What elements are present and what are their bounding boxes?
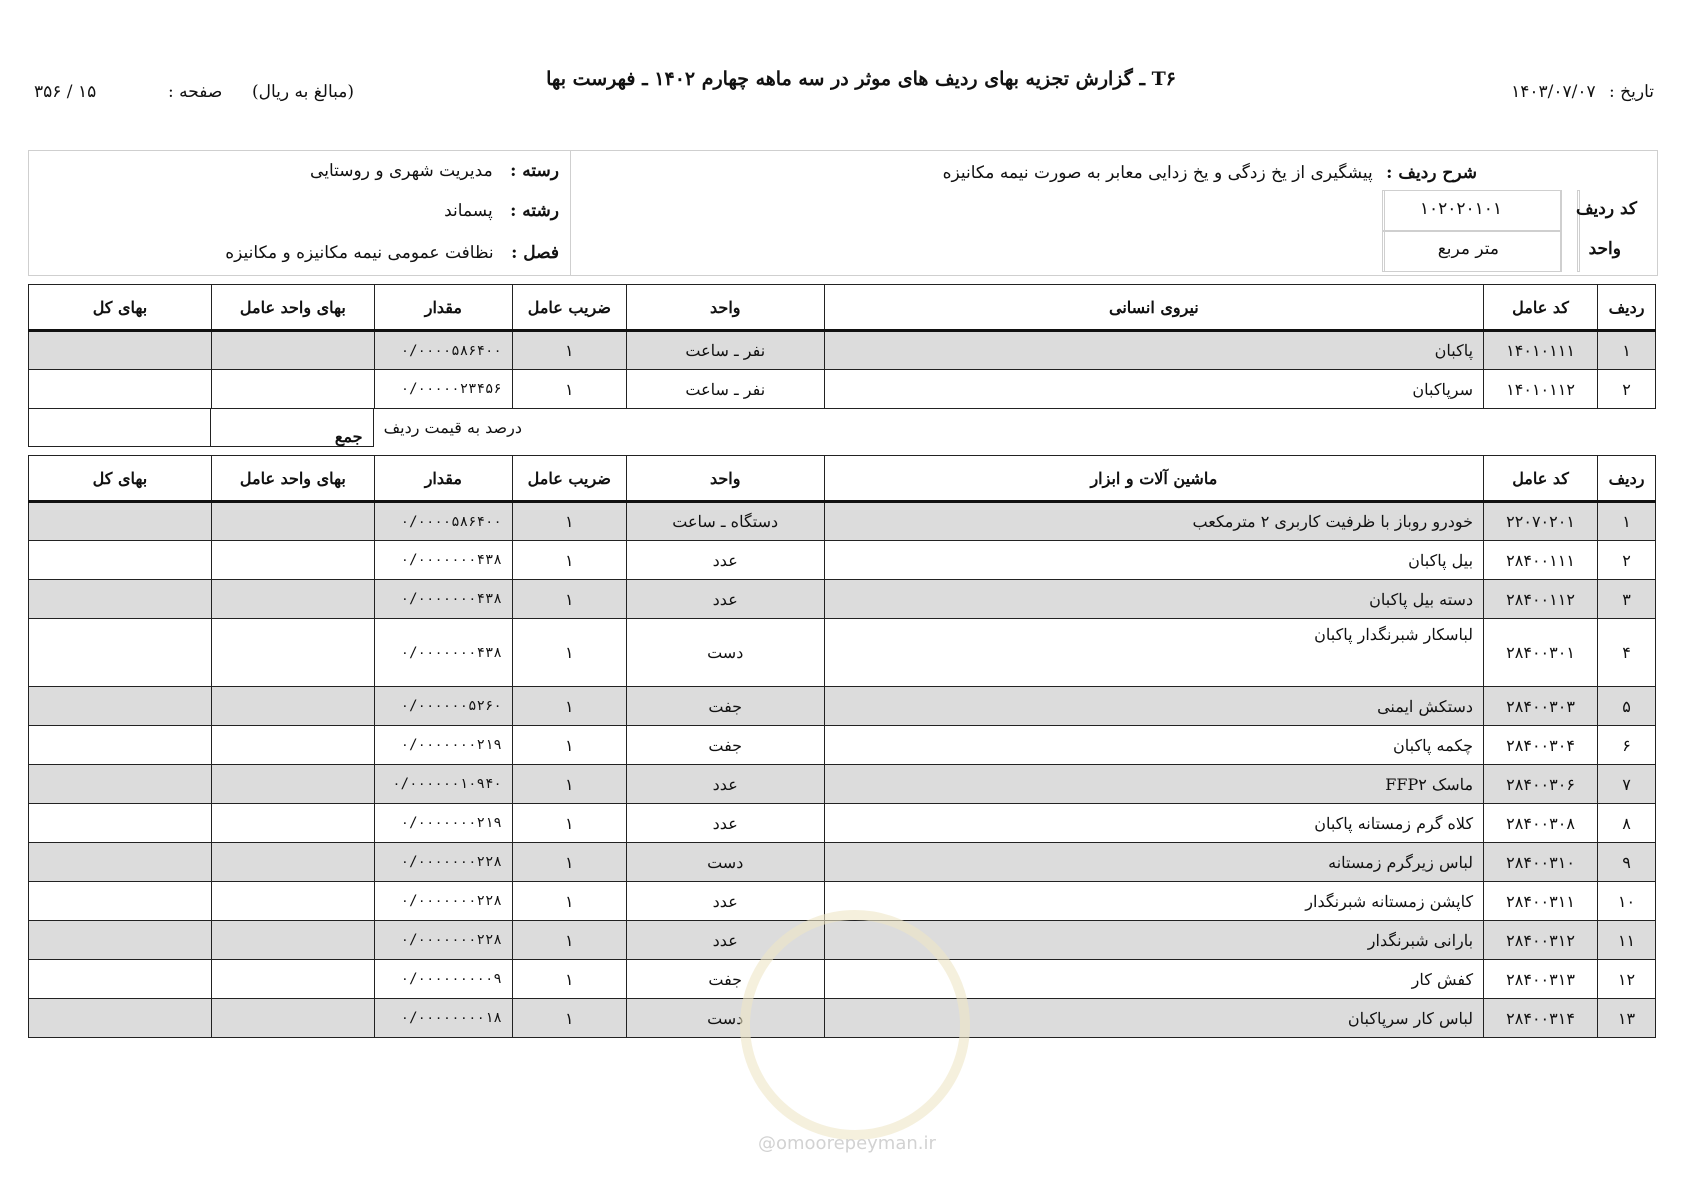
row-number: ۲ [1598,541,1656,580]
table-row [29,331,1656,370]
row-code: ۱۴۰۱۰۱۱۲ [1484,370,1598,409]
row-factor: ۱ [512,370,626,409]
row-total [29,765,212,804]
chapter-value: نظافت عمومی نیمه مکانیزه و مکانیزه [225,243,494,263]
row-unit-price [211,882,374,921]
row-code: ۲۸۴۰۰۱۱۱ [1484,541,1598,580]
table-row [29,502,1656,541]
row-total [29,804,212,843]
labor-table [28,284,1656,409]
desc-label: شرح ردیف : [1386,163,1477,183]
row-unit: عدد [626,804,824,843]
row-factor: ۱ [512,843,626,882]
row-unit: عدد [626,921,824,960]
row-factor: ۱ [512,502,626,541]
row-factor: ۱ [512,541,626,580]
row-total [29,843,212,882]
labor-footer [28,408,532,447]
row-unit: جفت [626,960,824,999]
table-row [29,619,1656,687]
row-qty: ۰/۰۰۰۰۰۰۰۲۲۸ [374,882,512,921]
chapter-label: فصل : [511,243,559,263]
category-row [310,161,559,181]
item-description [943,163,1477,183]
row-code: ۲۸۴۰۰۳۰۱ [1484,619,1598,687]
table-row [29,580,1656,619]
row-code: ۱۴۰۱۰۱۱۱ [1484,331,1598,370]
unit-label: واحد [1588,239,1621,259]
row-unit: دست [626,619,824,687]
row-qty: ۰/۰۰۰۰۰۰۰۲۲۸ [374,843,512,882]
code-label: کد ردیف [1575,199,1637,219]
row-qty: ۰/۰۰۰۰۵۸۶۴۰۰ [374,502,512,541]
field-value: پسماند [444,201,493,221]
row-total [29,921,212,960]
col-row: ردیف [1598,285,1656,331]
row-name: لباس کار سرپاکبان [824,999,1483,1038]
col-total: بهای کل [29,285,212,331]
row-qty: ۰/۰۰۰۰۰۲۳۴۵۶ [374,370,512,409]
row-total [29,999,212,1038]
row-qty: ۰/۰۰۰۰۰۰۰۰۱۸ [374,999,512,1038]
row-factor: ۱ [512,921,626,960]
row-qty: ۰/۰۰۰۰۰۰۰۲۲۸ [374,921,512,960]
row-unit: عدد [626,765,824,804]
row-name: دستکش ایمنی [824,687,1483,726]
row-factor: ۱ [512,960,626,999]
logo-seal-icon [740,910,970,1140]
item-info-box [28,150,1658,276]
row-total [29,502,212,541]
row-qty: ۰/۰۰۰۰۰۰۰۴۳۸ [374,541,512,580]
info-divider [570,151,571,275]
row-unit-price [211,999,374,1038]
row-number: ۱ [1598,331,1656,370]
row-total [29,687,212,726]
row-name: پاکبان [824,331,1483,370]
row-name: کلاه گرم زمستانه پاکبان [824,804,1483,843]
row-unit: جفت [626,726,824,765]
row-unit-price [211,687,374,726]
row-name: کفش کار [824,960,1483,999]
col-name: ماشین آلات و ابزار [824,456,1483,502]
row-number: ۱۱ [1598,921,1656,960]
row-number: ۷ [1598,765,1656,804]
row-number: ۸ [1598,804,1656,843]
row-unit: نفر ـ ساعت [626,331,824,370]
row-unit-price [211,541,374,580]
col-code: کد عامل [1484,285,1598,331]
row-name: سرپاکبان [824,370,1483,409]
row-total [29,960,212,999]
row-qty: ۰/۰۰۰۰۰۰۰۴۳۸ [374,619,512,687]
row-unit: دست [626,999,824,1038]
row-factor: ۱ [512,765,626,804]
col-qty: مقدار [374,456,512,502]
row-unit: عدد [626,541,824,580]
sum-label: جمع [211,409,373,447]
col-factor: ضریب عامل [512,456,626,502]
row-factor: ۱ [512,687,626,726]
row-factor: ۱ [512,999,626,1038]
col-unit-price: بهای واحد عامل [211,456,374,502]
unit-value: متر مربع [1437,239,1499,259]
row-qty: ۰/۰۰۰۰۰۰۱۰۹۴۰ [374,765,512,804]
chapter-row [225,243,559,263]
row-total [29,726,212,765]
percent-label: درصد به قیمت ردیف [373,409,532,447]
field-row [444,201,559,221]
col-unit: واحد [626,456,824,502]
labor-header-row [29,285,1656,331]
page-label: صفحه : [168,82,223,102]
row-unit-price [211,960,374,999]
row-name: کاپشن زمستانه شبرنگدار [824,882,1483,921]
col-factor: ضریب عامل [512,285,626,331]
row-name: بارانی شبرنگدار [824,921,1483,960]
row-code: ۲۸۴۰۰۳۰۸ [1484,804,1598,843]
category-value: مدیریت شهری و روستایی [310,161,493,181]
col-code: کد عامل [1484,456,1598,502]
row-total [29,882,212,921]
row-number: ۱ [1598,502,1656,541]
row-unit-price [211,843,374,882]
row-factor: ۱ [512,804,626,843]
row-unit-price [211,580,374,619]
row-qty: ۰/۰۰۰۰۵۸۶۴۰۰ [374,331,512,370]
row-total [29,580,212,619]
row-unit-price [211,804,374,843]
row-name: بیل پاکبان [824,541,1483,580]
currency-note: (مبالغ به ریال) [252,82,355,102]
row-unit: دست [626,843,824,882]
row-code: ۲۸۴۰۰۳۰۳ [1484,687,1598,726]
row-unit-price [211,765,374,804]
row-qty: ۰/۰۰۰۰۰۰۰۰۰۹ [374,960,512,999]
row-number: ۱۰ [1598,882,1656,921]
row-unit: نفر ـ ساعت [626,370,824,409]
table-row [29,541,1656,580]
row-qty: ۰/۰۰۰۰۰۰۰۲۱۹ [374,726,512,765]
machinery-header-row [29,456,1656,502]
row-code: ۲۸۴۰۰۳۱۴ [1484,999,1598,1038]
col-name: نیروی انسانی [824,285,1483,331]
row-number: ۱۲ [1598,960,1656,999]
row-unit-price [211,502,374,541]
row-number: ۳ [1598,580,1656,619]
row-unit-price [211,331,374,370]
row-unit: عدد [626,882,824,921]
row-code: ۲۸۴۰۰۳۱۰ [1484,843,1598,882]
col-total: بهای کل [29,456,212,502]
row-number: ۶ [1598,726,1656,765]
row-qty: ۰/۰۰۰۰۰۰۰۲۱۹ [374,804,512,843]
row-name: دسته بیل پاکبان [824,580,1483,619]
row-name: لباسکار شبرنگدار پاکبان [824,619,1483,687]
row-name: چکمه پاکبان [824,726,1483,765]
row-code: ۲۸۴۰۰۳۰۴ [1484,726,1598,765]
col-row: ردیف [1598,456,1656,502]
row-unit-price [211,370,374,409]
row-code: ۲۸۴۰۰۳۱۳ [1484,960,1598,999]
row-unit: جفت [626,687,824,726]
date-label: تاریخ : [1609,82,1654,102]
report-date [1511,82,1654,102]
row-factor: ۱ [512,331,626,370]
row-total [29,619,212,687]
category-label: رسته : [510,161,559,181]
row-total [29,331,212,370]
row-code: ۲۸۴۰۰۳۱۲ [1484,921,1598,960]
row-number: ۲ [1598,370,1656,409]
desc-value: پیشگیری از یخ زدگی و یخ زدایی معابر به صورت نیمه مکانیزه [942,163,1373,183]
table-row [29,765,1656,804]
row-code: ۲۸۴۰۰۱۱۲ [1484,580,1598,619]
row-qty: ۰/۰۰۰۰۰۰۵۲۶۰ [374,687,512,726]
row-factor: ۱ [512,882,626,921]
sum-value [29,409,211,447]
row-unit: دستگاه ـ ساعت [626,502,824,541]
col-unit: واحد [626,285,824,331]
row-code: ۲۸۴۰۰۳۰۶ [1484,765,1598,804]
row-name: لباس زیرگرم زمستانه [824,843,1483,882]
date-value: ۱۴۰۳/۰۷/۰۷ [1511,82,1596,102]
row-factor: ۱ [512,580,626,619]
table-row [29,726,1656,765]
row-total [29,541,212,580]
row-factor: ۱ [512,726,626,765]
row-number: ۵ [1598,687,1656,726]
table-row [29,804,1656,843]
col-qty: مقدار [374,285,512,331]
row-number: ۹ [1598,843,1656,882]
row-unit: عدد [626,580,824,619]
row-name: خودرو روباز با ظرفیت کاربری ۲ مترمکعب [824,502,1483,541]
table-row [29,843,1656,882]
row-code: ۲۲۰۷۰۲۰۱ [1484,502,1598,541]
row-code: ۲۸۴۰۰۳۱۱ [1484,882,1598,921]
row-unit-price [211,619,374,687]
report-title: T۶ ـ گزارش تجزیه بهای ردیف های موثر در سه ماهه چهارم ۱۴۰۲ ـ فهرست بها [546,68,1176,90]
field-label: رشته : [510,201,559,221]
table-row [29,370,1656,409]
row-number: ۱۳ [1598,999,1656,1038]
row-unit-price [211,726,374,765]
row-name: ماسک FFP۲ [824,765,1483,804]
row-unit-price [211,921,374,960]
row-total [29,370,212,409]
row-factor: ۱ [512,619,626,687]
watermark-text: @omoorepeyman.ir [758,1133,936,1154]
col-unit-price: بهای واحد عامل [211,285,374,331]
row-qty: ۰/۰۰۰۰۰۰۰۴۳۸ [374,580,512,619]
code-value: ۱۰۲۰۲۰۱۰۱ [1419,199,1502,219]
page-number: ۱۵ / ۳۵۶ [34,82,97,102]
table-row [29,687,1656,726]
row-number: ۴ [1598,619,1656,687]
